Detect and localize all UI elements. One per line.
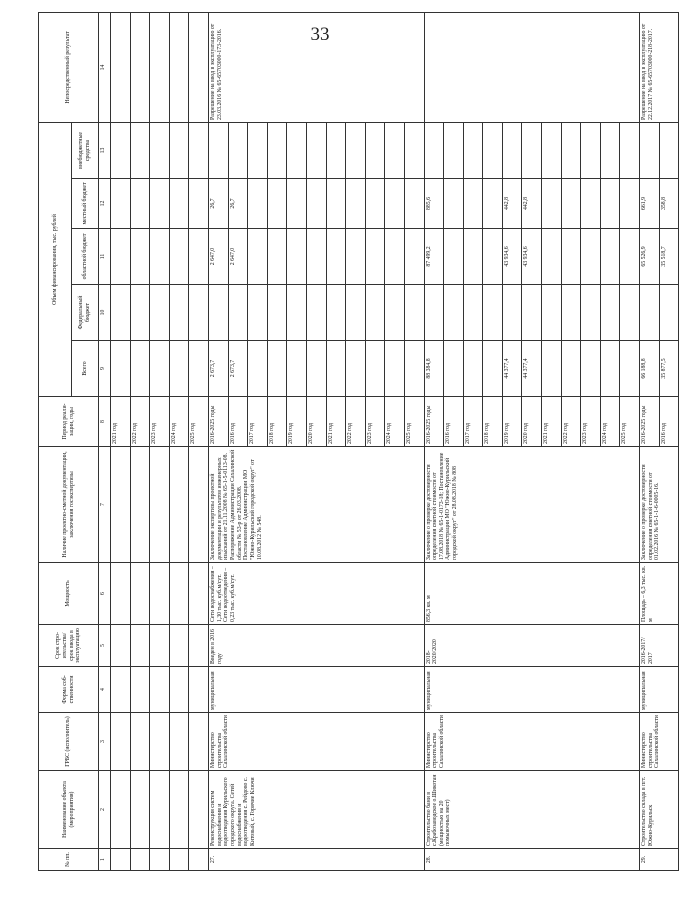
empty-cell [130,447,150,563]
federal-cell [346,285,366,341]
local-cell [306,179,326,229]
header-period: Период реали-зации, годы [39,397,99,447]
local-cell [385,179,405,229]
local-cell [248,179,268,229]
empty-cell [150,713,170,771]
column-number: 11 [99,229,111,285]
total-cell: 66 188,8 [640,341,660,397]
extrabudget-cell [208,122,228,178]
extrabudget-cell [326,122,346,178]
local-cell: 26,7 [208,179,228,229]
period-cell: 2016 год [659,397,679,447]
empty-cell [111,179,131,229]
empty-cell [130,122,150,178]
empty-cell [169,563,189,625]
total-cell [287,341,307,397]
total-cell [581,341,601,397]
empty-cell [150,179,170,229]
regional-cell [404,229,424,285]
federal-cell [659,285,679,341]
result-cell [424,12,640,122]
total-cell [463,341,483,397]
extrabudget-cell [267,122,287,178]
column-number: 4 [99,667,111,713]
header-funding-group: Объем финансирования, тыс. рублей [39,122,72,396]
table-row [424,12,444,870]
total-cell [267,341,287,397]
extrabudget-cell [561,122,581,178]
extrabudget-cell [248,122,268,178]
row-number: 27. [208,849,424,871]
empty-cell [169,849,189,871]
total-cell [248,341,268,397]
extrabudget-cell [365,122,385,178]
empty-cell [150,341,170,397]
column-number: 10 [99,285,111,341]
extrabudget-cell [306,122,326,178]
federal-cell [444,285,464,341]
header-total: Всего [72,341,99,397]
ownership-cell: муниципальная [208,667,424,713]
capacity-cell: Площадь – 6,3 тыс. кв. м [640,563,679,625]
regional-cell: 2 647,0 [208,229,228,285]
header-grbs: ГРБС (исполнитель) [39,713,99,771]
extrabudget-cell [463,122,483,178]
regional-cell [463,229,483,285]
period-cell: 2020 год [306,397,326,447]
header-regional: областной бюджет [72,229,99,285]
row-number: 29. [640,849,679,871]
ownership-cell: муниципальная [424,667,640,713]
empty-cell [169,625,189,667]
empty-cell [169,229,189,285]
column-number: 9 [99,341,111,397]
program-table [38,12,679,871]
local-cell [600,179,620,229]
result-cell: Разрешение на ввод в эксплуатацию от 22.12.2017 № 65-65703000-218-2017. [640,12,679,122]
regional-cell: 65 526,9 [640,229,660,285]
column-number: 5 [99,625,111,667]
column-number-row [99,12,111,870]
period-cell: 2024 год [600,397,620,447]
empty-cell [150,285,170,341]
empty-cell [111,849,131,871]
period-cell: 2019 год [287,397,307,447]
federal-cell [208,285,228,341]
local-cell [287,179,307,229]
extrabudget-cell [620,122,640,178]
federal-cell [267,285,287,341]
table-row [130,12,150,870]
period-cell: 2025 год [189,397,209,447]
empty-cell [189,667,209,713]
total-cell: 44 377,4 [502,341,522,397]
table-row [169,12,189,870]
header-docs: Наличие проектно-сметной документации, заключения госэкспертизы [39,447,99,563]
result-cell: Разрешение на ввод в эксплуатацию от 23.03.2016 № 65-65703000-173-2016. [208,12,424,122]
total-cell [444,341,464,397]
period-cell: 2016 год [444,397,464,447]
empty-cell [130,713,150,771]
local-cell [365,179,385,229]
local-cell [267,179,287,229]
local-cell: 661,9 [640,179,660,229]
empty-cell [189,229,209,285]
docs-cell: Заключение о проверке достоверности определения сметной стоимости от 17.08.2018 № 65-1-0173-18; Постановление Администрации МО "Южно-Курильский городской округ" от 28.08.2018 № 808 [424,447,640,563]
empty-cell [169,12,189,122]
empty-cell [130,285,150,341]
empty-cell [111,12,131,122]
period-cell: 2016-2025 годы [208,397,228,447]
empty-cell [169,341,189,397]
federal-cell [581,285,601,341]
table-row [640,12,660,870]
total-cell [306,341,326,397]
regional-cell [620,229,640,285]
period-cell: 2025 год [620,397,640,447]
total-cell: 2 673,7 [228,341,248,397]
total-cell [326,341,346,397]
empty-cell [150,849,170,871]
empty-cell [111,625,131,667]
extrabudget-cell [640,122,660,178]
total-cell [483,341,503,397]
empty-cell [189,625,209,667]
empty-cell [150,12,170,122]
empty-cell [189,179,209,229]
local-cell [483,179,503,229]
empty-cell [130,12,150,122]
grbs-cell: Министерство строительства Сахалинской области [424,713,640,771]
empty-cell [150,229,170,285]
federal-cell [306,285,326,341]
period-cell: 2019 год [502,397,522,447]
local-cell [581,179,601,229]
capacity-cell: Сети водоснабжения – 1,30 тыс. куб.м/сут. Сети водоотведения – 0,23 тыс. куб.м/сут. [208,563,424,625]
table-row [150,12,170,870]
federal-cell [463,285,483,341]
empty-cell [111,447,131,563]
extrabudget-cell [346,122,366,178]
empty-cell [169,713,189,771]
empty-cell [150,122,170,178]
period-cell: 2024 год [169,397,189,447]
federal-cell [561,285,581,341]
federal-cell [600,285,620,341]
federal-cell [424,285,444,341]
period-cell: 2021 год [326,397,346,447]
period-cell: 2021 год [542,397,562,447]
regional-cell [444,229,464,285]
empty-cell [130,341,150,397]
extrabudget-cell [542,122,562,178]
period-cell: 2021 год [111,397,131,447]
extrabudget-cell [502,122,522,178]
regional-cell: 87 499,2 [424,229,444,285]
regional-cell [346,229,366,285]
regional-cell [365,229,385,285]
empty-cell [189,771,209,849]
regional-cell [581,229,601,285]
local-cell [542,179,562,229]
header-ownership: Форма соб-ственности [39,667,99,713]
regional-cell [326,229,346,285]
empty-cell [189,122,209,178]
total-cell [346,341,366,397]
extrabudget-cell [385,122,405,178]
period-cell: 2022 год [561,397,581,447]
period-cell: 2020 год [522,397,542,447]
capacity-cell: 856,3 кв. м [424,563,640,625]
empty-cell [130,229,150,285]
total-cell: 44 377,4 [522,341,542,397]
empty-cell [130,771,150,849]
period-cell: 2023 год [150,397,170,447]
local-cell [346,179,366,229]
empty-cell [130,563,150,625]
period-cell: 2017 год [248,397,268,447]
period-cell: 2018 год [483,397,503,447]
total-cell: 88 384,8 [424,341,444,397]
column-number: 2 [99,771,111,849]
federal-cell [287,285,307,341]
extrabudget-cell [228,122,248,178]
docs-cell: Заключение экспертизы проектной документации и результатов инженерных изысканий от 21.11.2008 № 65-1-5-0113-08. Распоряжение Администрации Сахалинской области № 53-р от 26.03.2008. Постановление Администрации МО "Южно-Курильский городской округ" от 10.08.2012 № 548. [208,447,424,563]
object-name: Строительство склада в пгт. Южно-Курильск [640,771,679,849]
empty-cell [130,179,150,229]
federal-cell [248,285,268,341]
period-cell: 2023 год [365,397,385,447]
extrabudget-cell [581,122,601,178]
federal-cell [522,285,542,341]
period-cell: 2018 год [267,397,287,447]
regional-cell: 43 934,6 [522,229,542,285]
empty-cell [169,447,189,563]
empty-cell [111,122,131,178]
total-cell: 35 877,5 [659,341,679,397]
docs-cell: Заключение о проверке достоверности определения сметной стоимости от 01.02.2016 № 65-1-1-6-0005-16. [640,447,679,563]
federal-cell [404,285,424,341]
local-cell: 885,6 [424,179,444,229]
empty-cell [189,713,209,771]
period-cell: 2017 год [463,397,483,447]
federal-cell [326,285,346,341]
header-capacity: Мощность [39,563,99,625]
table-body [111,12,679,870]
regional-cell [287,229,307,285]
federal-cell [483,285,503,341]
total-cell: 2 673,7 [208,341,228,397]
empty-cell [111,667,131,713]
term-cell: 2018-2020/2020 [424,625,640,667]
federal-cell [640,285,660,341]
local-cell: 442,8 [502,179,522,229]
empty-cell [169,285,189,341]
regional-cell [248,229,268,285]
header-federal: Федеральный бюджет [72,285,99,341]
period-cell: 2016-2025 годы [640,397,660,447]
table-row [189,12,209,870]
federal-cell [385,285,405,341]
local-cell: 442,8 [522,179,542,229]
extrabudget-cell [600,122,620,178]
regional-cell [306,229,326,285]
ownership-cell: муниципальная [640,667,679,713]
empty-cell [169,771,189,849]
local-cell: 26,7 [228,179,248,229]
regional-cell: 35 518,7 [659,229,679,285]
empty-cell [130,849,150,871]
extrabudget-cell [522,122,542,178]
federal-cell [502,285,522,341]
column-number: 14 [99,12,111,122]
empty-cell [111,341,131,397]
total-cell [542,341,562,397]
extrabudget-cell [404,122,424,178]
empty-cell [189,12,209,122]
empty-cell [150,667,170,713]
grbs-cell: Министерство строительства Сахалинской области [208,713,424,771]
column-number: 12 [99,179,111,229]
local-cell [561,179,581,229]
empty-cell [169,122,189,178]
column-number: 1 [99,849,111,871]
column-number: 3 [99,713,111,771]
total-cell [385,341,405,397]
empty-cell [189,563,209,625]
object-name: Реконструкция систем водоснабжения и водоотведения Курильского городского округа. Сетей водоснабжения и водоотведения с. Рейдово с. Китовый, с. Горячие Ключи [208,771,424,849]
local-cell [620,179,640,229]
empty-cell [111,563,131,625]
regional-cell [600,229,620,285]
local-cell [463,179,483,229]
empty-cell [150,563,170,625]
regional-cell: 43 934,6 [502,229,522,285]
empty-cell [189,285,209,341]
total-cell [561,341,581,397]
empty-cell [150,771,170,849]
empty-cell [189,447,209,563]
grbs-cell: Министерство строительства Сахалинской области [640,713,679,771]
extrabudget-cell [659,122,679,178]
local-cell [404,179,424,229]
total-cell [600,341,620,397]
header-extrabudget: внебюджетные средства [72,122,99,178]
table-header [39,12,111,870]
header-name: Наименование объекта (мероприятия) [39,771,99,849]
header-local: местный бюджет [72,179,99,229]
column-number: 6 [99,563,111,625]
empty-cell [111,285,131,341]
federal-cell [542,285,562,341]
federal-cell [365,285,385,341]
period-cell: 2016 год [228,397,248,447]
table-row [208,12,228,870]
regional-cell [561,229,581,285]
column-number: 13 [99,122,111,178]
period-cell: 2016-2025 годы [424,397,444,447]
empty-cell [111,229,131,285]
table-row [111,12,131,870]
regional-cell [483,229,503,285]
empty-cell [150,625,170,667]
term-cell: 2016-2017/ 2017 [640,625,679,667]
page-number: 33 [310,24,330,45]
row-number: 28. [424,849,640,871]
period-cell: 2023 год [581,397,601,447]
regional-cell [385,229,405,285]
extrabudget-cell [444,122,464,178]
regional-cell [267,229,287,285]
federal-cell [620,285,640,341]
header-num: № пп. [39,849,99,871]
total-cell [404,341,424,397]
local-cell [326,179,346,229]
total-cell [620,341,640,397]
empty-cell [189,849,209,871]
header-result: Непосредственный результат [39,12,99,122]
header-term: Срок стро-ительства/ срок ввода в эксплуатацию [39,625,99,667]
empty-cell [150,447,170,563]
regional-cell [542,229,562,285]
empty-cell [189,341,209,397]
empty-cell [111,713,131,771]
local-cell [444,179,464,229]
column-number: 7 [99,447,111,563]
empty-cell [111,771,131,849]
empty-cell [130,625,150,667]
extrabudget-cell [287,122,307,178]
total-cell [365,341,385,397]
period-cell: 2025 год [404,397,424,447]
extrabudget-cell [483,122,503,178]
period-cell: 2022 год [346,397,366,447]
period-cell: 2022 год [130,397,150,447]
empty-cell [169,179,189,229]
empty-cell [130,667,150,713]
extrabudget-cell [424,122,444,178]
term-cell: Введен в 2016 году [208,625,424,667]
column-number: 8 [99,397,111,447]
regional-cell: 2 647,0 [228,229,248,285]
object-name: Строительство бани в с.Крабозаводское о.Шикотан (мощностью на 20 помывочных мест) [424,771,640,849]
federal-cell [228,285,248,341]
period-cell: 2024 год [385,397,405,447]
empty-cell [169,667,189,713]
local-cell: 358,8 [659,179,679,229]
